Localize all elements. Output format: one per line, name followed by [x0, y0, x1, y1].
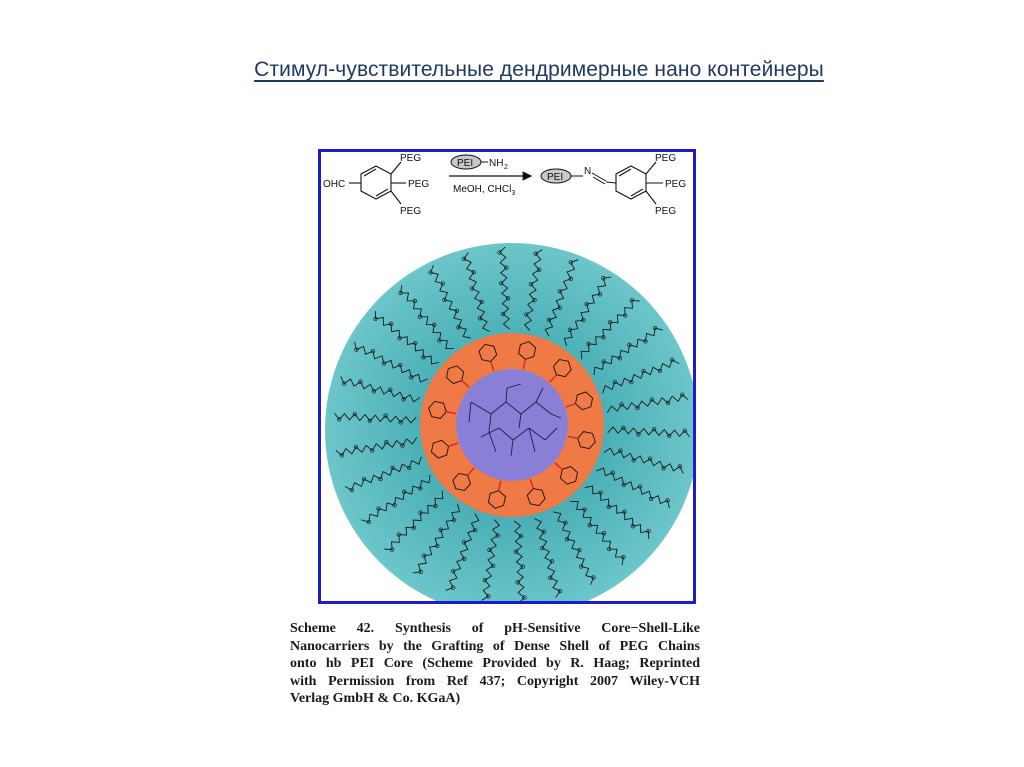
scheme-figure [318, 149, 696, 604]
slide-title: Стимул-чувствительные дендримерные нано контейнеры [254, 58, 824, 81]
svg-text:PEG: PEG [665, 179, 687, 190]
figure-caption [290, 620, 700, 708]
peg-label: PEG [408, 179, 430, 190]
svg-text:PEI: PEI [547, 172, 564, 183]
product-molecule [541, 153, 686, 217]
caption-line: Verlag GmbH & Co. KGaA) [290, 691, 461, 706]
reagent-pei-amine [451, 155, 508, 171]
peg-label: PEG [400, 206, 422, 217]
svg-text:PEG: PEG [655, 153, 677, 164]
caption-line: Scheme 42. Synthesis of pH-Sensitive Core−Shell-Like [290, 621, 700, 636]
caption-line: Nanocarriers by the Grafting of Dense Shell of PEG Chains [290, 638, 700, 654]
svg-text:NH: NH [489, 158, 504, 169]
reaction-scheme [323, 153, 686, 217]
reactant-molecule [349, 162, 406, 204]
reaction-conditions: MeOH, CHCl$_3$ [453, 184, 516, 197]
pei-core [456, 369, 568, 481]
caption-line: with Permission from Ref 437; Copyright 2007 Wiley-VCH [290, 673, 700, 689]
peg-label: PEG [400, 153, 422, 164]
svg-text:N: N [584, 166, 592, 177]
caption-line: onto hb PEI Core (Scheme Provided by R. Haag; Reprinted [290, 656, 700, 671]
core-shell-nanocarrier-diagram [321, 152, 693, 601]
svg-text:PEG: PEG [655, 206, 677, 217]
svg-text:PEI: PEI [457, 158, 474, 169]
svg-text:2: 2 [504, 164, 508, 171]
reactant-group-label: OHC [323, 179, 346, 190]
